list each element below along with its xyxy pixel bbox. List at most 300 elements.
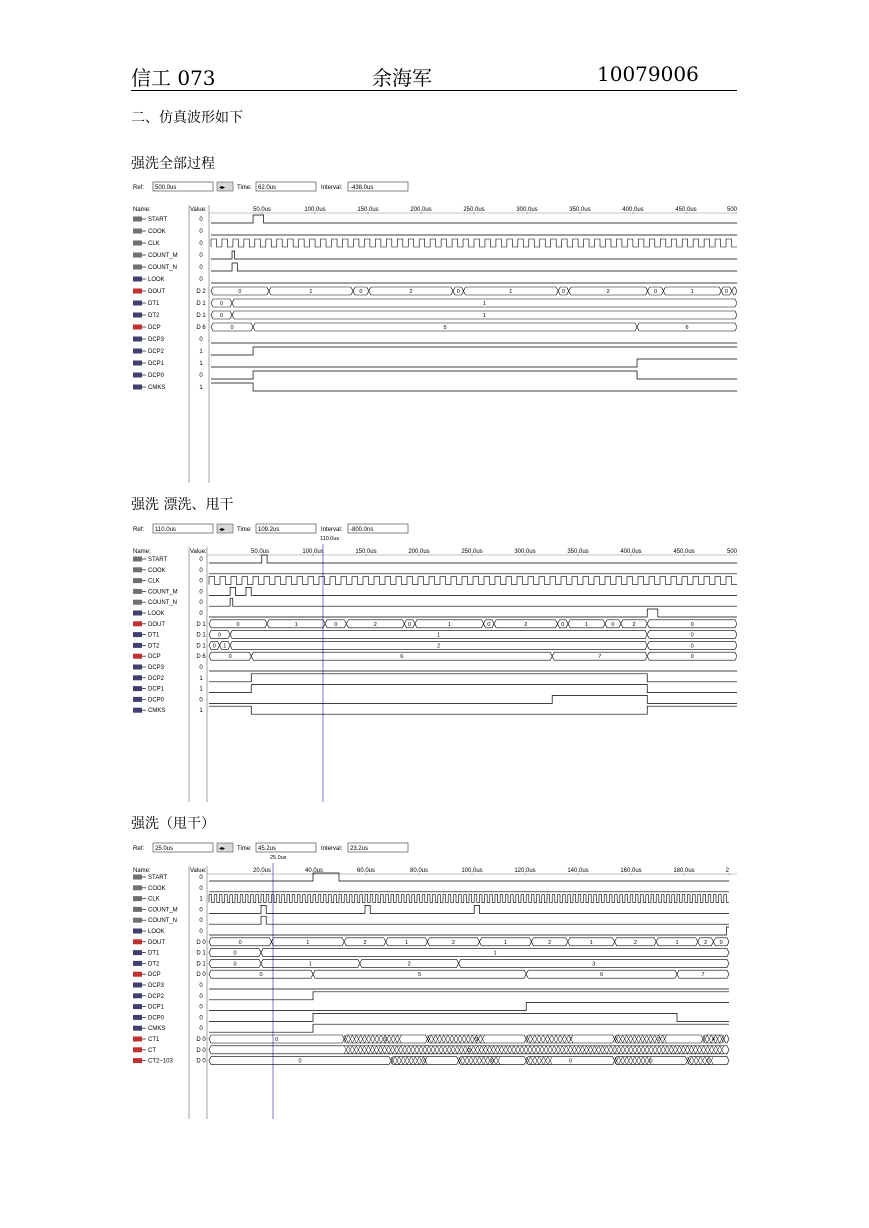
bus-value: 0 xyxy=(423,1058,427,1065)
output-pin-icon xyxy=(133,1026,142,1031)
waveform-look xyxy=(209,927,729,935)
output-pin-icon xyxy=(133,361,142,366)
input-pin-icon xyxy=(133,885,142,890)
signal-value-start: 0 xyxy=(199,557,203,563)
time-tick-label: 200.0us xyxy=(408,549,430,555)
ref-label: Ref: xyxy=(133,527,145,533)
value-column-header: Value: xyxy=(190,549,207,555)
bus-value: 0 xyxy=(359,289,363,295)
signal-name-dcp[interactable]: DCP xyxy=(148,972,161,979)
signal-name-dt2[interactable]: DT2 xyxy=(148,313,160,319)
time-tick-label: 450.0us xyxy=(675,207,697,213)
waveform-dcp1 xyxy=(209,1003,729,1011)
signal-value-start: 0 xyxy=(199,875,203,881)
time-label: Time: xyxy=(237,846,252,852)
waveform-count_m xyxy=(209,587,737,595)
bus-value: 7 xyxy=(568,1037,572,1043)
signal-name-cmks[interactable]: CMKS xyxy=(148,708,166,715)
signal-name-dt2[interactable]: DT2 xyxy=(148,643,160,650)
bus-value: 1 xyxy=(503,939,507,946)
time-tick-label: 450.0us xyxy=(673,549,695,555)
bus-value: 7 xyxy=(598,654,602,661)
signal-value-cmks: 0 xyxy=(199,1026,203,1033)
signal-value-dcp1: 1 xyxy=(199,361,203,367)
waveform-dcp0 xyxy=(209,695,737,703)
signal-name-cook[interactable]: COOK xyxy=(148,567,166,574)
time-tick-label: 250.0us xyxy=(461,549,483,555)
signal-name-start[interactable]: START xyxy=(148,875,168,881)
signal-value-dcp3: 0 xyxy=(199,665,203,671)
waveform-dcp2 xyxy=(211,347,737,355)
signal-name-dcp[interactable]: DCP xyxy=(148,325,161,331)
signal-name-count_m[interactable]: COUNT_M xyxy=(148,907,178,914)
signal-name-dcp0[interactable]: DCP0 xyxy=(148,697,165,704)
signal-name-dt1[interactable]: DT1 xyxy=(148,301,160,307)
signal-name-clk[interactable]: CLK xyxy=(148,578,160,585)
ref-value: 500.0us xyxy=(155,185,177,191)
output-pin-icon xyxy=(133,385,142,390)
time-value: 45.2us xyxy=(258,846,277,852)
bus-transition-hatch xyxy=(344,1046,724,1054)
bus-value: 0 xyxy=(690,643,694,650)
waveform-viewer-1 xyxy=(131,180,737,483)
waveform-panel-3 xyxy=(131,841,737,1123)
signal-name-dcp3[interactable]: DCP3 xyxy=(148,665,165,671)
bus-value: 2 xyxy=(407,961,411,968)
interval-value: -438.0us xyxy=(350,185,374,191)
input-pin-icon xyxy=(133,578,142,583)
signal-name-dout[interactable]: DOUT xyxy=(148,939,165,946)
input-pin-icon xyxy=(133,875,142,880)
signal-name-dout[interactable]: DOUT xyxy=(148,621,165,628)
bus-output-icon xyxy=(133,1037,142,1042)
signal-value-dcp1: 1 xyxy=(199,686,203,693)
bus-value: 0 xyxy=(275,1037,279,1043)
signal-value-dcp0: 0 xyxy=(199,373,203,379)
output-pin-icon xyxy=(133,349,142,354)
output-pin-icon xyxy=(133,1015,142,1020)
output-pin-icon xyxy=(133,611,142,616)
time-value: 62.0us xyxy=(258,185,277,191)
ref-label: Ref: xyxy=(133,185,145,191)
signal-value-dcp: D 6 xyxy=(196,654,206,661)
bus-value: 2 xyxy=(409,289,413,295)
bus-transition-hatch xyxy=(526,1035,573,1043)
bus-buried-icon xyxy=(133,301,142,306)
time-tick-label: 500 xyxy=(726,549,737,555)
time-tick-label: 150.0us xyxy=(357,207,379,213)
value-column-header: Value: xyxy=(190,207,207,213)
bus-value: 5 xyxy=(418,972,422,979)
signal-value-count_n: 0 xyxy=(199,265,203,271)
time-label: Time: xyxy=(237,185,252,191)
output-pin-icon xyxy=(133,373,142,378)
signal-name-dcp0[interactable]: DCP0 xyxy=(148,1015,165,1022)
ref-label: Ref: xyxy=(133,846,145,852)
signal-name-dcp1[interactable]: DCP1 xyxy=(148,361,165,367)
signal-name-dcp3[interactable]: DCP3 xyxy=(148,983,165,989)
signal-value-dout: D 2 xyxy=(196,289,206,295)
bus-value: 0 xyxy=(218,632,222,639)
bus-value: 0 xyxy=(238,289,242,295)
input-pin-icon xyxy=(133,918,142,923)
bus-value: 9 xyxy=(475,1037,479,1043)
bus-value: 7 xyxy=(657,1037,661,1043)
bus-transition-hatch xyxy=(459,1057,501,1065)
output-pin-icon xyxy=(133,277,142,282)
ref-value: 25.0us xyxy=(155,846,174,852)
bus-buried-icon xyxy=(133,961,142,966)
waveform-look xyxy=(209,609,737,617)
panel-3-title: 强洗（甩干） xyxy=(131,816,215,832)
time-tick-label: 20.0us xyxy=(252,868,272,874)
signal-value-dt1: D 1 xyxy=(196,632,206,639)
bus-value: 0 xyxy=(719,939,723,946)
signal-name-clk[interactable]: CLK xyxy=(148,241,160,247)
time-tick-label: 300.0us xyxy=(514,549,536,555)
time-value: 109.2us xyxy=(258,527,280,533)
time-tick-label: 350.0us xyxy=(569,207,591,213)
bus-value: 1 xyxy=(589,939,593,946)
bus-value: 0 xyxy=(334,621,338,628)
bus-value: 0 xyxy=(236,621,240,628)
bus-value: 2 xyxy=(437,643,441,650)
bus-value: 2 xyxy=(632,621,636,628)
bus-buried-icon xyxy=(133,950,142,955)
signal-value-dcp2: 0 xyxy=(199,993,203,1000)
signal-value-cmks: 1 xyxy=(199,385,203,391)
waveform-cmks xyxy=(209,706,737,714)
input-pin-icon xyxy=(133,567,142,572)
signal-name-dcp0[interactable]: DCP0 xyxy=(148,373,165,379)
signal-name-dcp2[interactable]: DCP2 xyxy=(148,349,165,355)
input-pin-icon xyxy=(133,229,142,234)
signal-name-ct2~103[interactable]: CT2~103 xyxy=(148,1058,173,1065)
signal-value-ct2~103: D 0 xyxy=(196,1058,206,1065)
bus-value: 8 xyxy=(490,1058,494,1065)
signal-name-count_n[interactable]: COUNT_N xyxy=(148,918,178,925)
bus-value: 1 xyxy=(690,289,694,295)
signal-value-dcp: D 6 xyxy=(196,325,206,331)
signal-value-count_n: 0 xyxy=(199,600,203,607)
signal-value-cook: 0 xyxy=(199,229,203,235)
bus-buried-icon xyxy=(133,643,142,648)
time-tick-label: 40.0us xyxy=(304,868,324,874)
time-tick-label: 100.0us xyxy=(461,868,483,874)
signal-name-count_m[interactable]: COUNT_M xyxy=(148,253,178,259)
signal-name-cook[interactable]: COOK xyxy=(148,229,166,235)
bus-segment xyxy=(724,1035,729,1043)
input-pin-icon xyxy=(133,896,142,901)
bus-value: 0 xyxy=(238,939,242,946)
waveform-start xyxy=(211,215,737,223)
output-pin-icon xyxy=(133,1004,142,1009)
interval-label: Interval: xyxy=(321,527,343,533)
signal-name-clk[interactable]: CLK xyxy=(148,896,160,903)
input-pin-icon xyxy=(133,241,142,246)
bus-value: 1 xyxy=(509,289,513,295)
bus-value: 1 xyxy=(306,939,310,946)
bus-value: 0 xyxy=(649,1058,653,1065)
bus-output-icon xyxy=(133,654,142,659)
interval-label: Interval: xyxy=(321,185,343,191)
bus-value: 0 xyxy=(611,621,615,628)
signal-name-dt2[interactable]: DT2 xyxy=(148,961,160,968)
input-pin-icon xyxy=(133,217,142,222)
signal-value-dcp1: 0 xyxy=(199,1004,203,1011)
bus-value: 2 xyxy=(606,289,610,295)
bus-value: 6 xyxy=(685,325,689,331)
output-pin-icon xyxy=(133,686,142,691)
signal-value-dcp3: 0 xyxy=(199,337,203,343)
bus-output-icon xyxy=(133,325,142,330)
signal-value-look: 0 xyxy=(199,611,203,617)
bus-value: 6 xyxy=(600,972,604,979)
output-pin-icon xyxy=(133,929,142,934)
waveform-viewer-2 xyxy=(131,522,737,802)
name-column-header: Name: xyxy=(133,868,151,874)
signal-name-look[interactable]: LOOK xyxy=(148,277,165,283)
output-pin-icon xyxy=(133,697,142,702)
interval-label: Interval: xyxy=(321,846,343,852)
clk-waveform xyxy=(209,895,729,903)
time-tick-label: 350.0us xyxy=(567,549,589,555)
signal-name-dcp2[interactable]: DCP2 xyxy=(148,993,165,1000)
bus-value: 0 xyxy=(456,289,460,295)
waveform-dcp2 xyxy=(209,992,729,1000)
bus-output-icon xyxy=(133,289,142,294)
bus-value: 0 xyxy=(690,632,694,639)
signal-value-dt1: D 1 xyxy=(196,950,206,957)
bus-value: 0 xyxy=(219,301,224,307)
bus-transition-hatch xyxy=(526,1057,552,1065)
bus-output-icon xyxy=(133,972,142,977)
header-class: 信工 073 xyxy=(131,66,216,90)
bus-value: 1 xyxy=(223,643,227,650)
signal-name-count_m[interactable]: COUNT_M xyxy=(148,589,178,596)
bus-value: 0 xyxy=(690,621,694,628)
signal-value-dcp2: 1 xyxy=(199,675,203,682)
output-pin-icon xyxy=(133,708,142,713)
signal-name-look[interactable]: LOOK xyxy=(148,929,165,935)
signal-name-count_n[interactable]: COUNT_N xyxy=(148,265,178,271)
bus-value: 0 xyxy=(230,325,234,331)
interval-value: -800.0ns xyxy=(350,527,374,533)
signal-value-dt2: D 1 xyxy=(196,643,206,650)
time-label: Time: xyxy=(237,527,252,533)
waveform-panel-2 xyxy=(131,522,737,806)
time-tick-label: 150.0us xyxy=(355,549,377,555)
bus-value: 0 xyxy=(259,972,263,979)
ref-value: 110.0us xyxy=(155,527,176,533)
bus-value: 4 xyxy=(711,1037,715,1043)
input-pin-icon xyxy=(133,557,142,562)
panel-1-title: 强洗全部过程 xyxy=(131,156,215,172)
input-pin-icon xyxy=(133,589,142,594)
signal-name-cmks[interactable]: CMKS xyxy=(148,1026,166,1033)
bus-value: 2 xyxy=(704,939,708,946)
bus-value: 1 xyxy=(308,961,312,968)
signal-value-clk: 0 xyxy=(199,241,203,247)
signal-name-start[interactable]: START xyxy=(148,217,168,223)
bus-value: 1 xyxy=(493,950,497,957)
header-student-id: 10079006 xyxy=(597,62,699,86)
signal-name-start[interactable]: START xyxy=(148,557,168,563)
bus-value: 0 xyxy=(212,643,216,650)
bus-value: 2 xyxy=(548,939,552,946)
header-student-name: 余海军 xyxy=(372,66,432,90)
output-pin-icon xyxy=(133,665,142,670)
input-pin-icon xyxy=(133,265,142,270)
waveform-cmks xyxy=(209,1024,729,1032)
bus-value: 1 xyxy=(482,301,487,307)
header-rule xyxy=(131,90,737,91)
signal-value-clk: 0 xyxy=(199,578,203,585)
signal-name-dcp1[interactable]: DCP1 xyxy=(148,686,165,693)
signal-value-look: 0 xyxy=(199,929,203,935)
bus-segment xyxy=(732,287,737,295)
waveform-count_m xyxy=(209,905,729,913)
bus-output-icon xyxy=(133,1058,142,1063)
clk-waveform xyxy=(211,239,737,247)
input-pin-icon xyxy=(133,253,142,258)
signal-name-look[interactable]: LOOK xyxy=(148,611,165,617)
signal-value-dcp0: 0 xyxy=(199,1015,203,1022)
waveform-dcp0 xyxy=(209,1013,729,1021)
signal-value-dcp2: 1 xyxy=(199,349,203,355)
bus-value: 9 xyxy=(384,1037,388,1043)
time-tick-label: 50.0us xyxy=(252,207,272,213)
waveform-start xyxy=(209,555,737,563)
bus-value: 1 xyxy=(437,632,441,639)
time-tick-label: 250.0us xyxy=(463,207,485,213)
intro-heading: 二、仿真波形如下 xyxy=(131,110,243,126)
time-tick-label: 100.0us xyxy=(302,549,324,555)
bus-output-icon xyxy=(133,1047,142,1052)
bus-value: 2 xyxy=(633,939,637,946)
signal-value-dout: D 0 xyxy=(196,939,206,946)
name-column-header: Name: xyxy=(133,549,151,555)
signal-name-cmks[interactable]: CMKS xyxy=(148,385,166,391)
bus-value: 1 xyxy=(584,621,589,628)
bus-value: 2 xyxy=(524,621,528,628)
signal-value-clk: 1 xyxy=(199,896,203,903)
bus-transition-hatch xyxy=(391,1057,427,1065)
signal-value-start: 0 xyxy=(199,217,203,223)
signal-name-dout[interactable]: DOUT xyxy=(148,289,165,295)
bus-value: 1 xyxy=(294,621,298,628)
signal-value-cook: 0 xyxy=(199,567,203,574)
time-tick-label: 400.0us xyxy=(622,207,644,213)
bus-transition-hatch xyxy=(615,1057,651,1065)
bus-value: 0 xyxy=(690,654,694,661)
time-tick-label: 80.0us xyxy=(409,868,429,874)
interval-value: 23.2us xyxy=(350,846,369,852)
signal-value-dt2: D 1 xyxy=(196,961,206,968)
bus-value: 2 xyxy=(451,939,455,946)
bus-value: 0 xyxy=(233,961,237,968)
bus-value: 0 xyxy=(298,1058,302,1065)
time-bar-label: 25.0us xyxy=(270,855,287,861)
signal-name-dt1[interactable]: DT1 xyxy=(148,950,160,957)
bus-value: 0 xyxy=(724,289,729,295)
nav-arrows-icon: ◂▸ xyxy=(219,185,226,191)
waveform-count_n xyxy=(209,916,729,924)
signal-value-dcp: D 0 xyxy=(196,972,206,979)
bus-value: 1 xyxy=(309,289,313,295)
bus-value: 0 xyxy=(228,654,232,661)
signal-name-dcp[interactable]: DCP xyxy=(148,654,161,661)
signal-value-dout: D 1 xyxy=(196,621,206,628)
signal-name-ct1[interactable]: CT1 xyxy=(148,1037,160,1043)
time-tick-label: 400.0us xyxy=(620,549,642,555)
bus-value: 0 xyxy=(487,621,491,628)
bus-transition-hatch xyxy=(344,1035,401,1043)
signal-name-cook[interactable]: COOK xyxy=(148,885,166,892)
waveform-count_m xyxy=(211,251,737,259)
time-tick-label: 50.0us xyxy=(250,549,270,555)
waveform-dcp2 xyxy=(209,674,737,682)
time-tick-label: 2 xyxy=(725,868,729,874)
waveform-panel-1 xyxy=(131,180,737,487)
waveform-count_n xyxy=(209,598,737,606)
signal-name-ct[interactable]: CT xyxy=(148,1047,156,1054)
value-column-header: Value: xyxy=(190,868,207,874)
bus-value: 0 xyxy=(561,289,565,295)
bus-value: 0 xyxy=(568,1058,572,1065)
bus-value: 7 xyxy=(701,972,705,979)
nav-arrows-icon: ◂▸ xyxy=(219,527,226,533)
bus-buried-icon xyxy=(133,313,142,318)
time-tick-label: 180.0us xyxy=(673,868,695,874)
bus-buried-icon xyxy=(133,632,142,637)
signal-value-cook: 0 xyxy=(199,885,203,892)
name-column-header: Name: xyxy=(133,207,151,213)
time-tick-label: 140.0us xyxy=(567,868,589,874)
bus-value: 1 xyxy=(405,939,409,946)
signal-name-dcp3[interactable]: DCP3 xyxy=(148,337,165,343)
nav-arrows-icon: ◂▸ xyxy=(219,846,226,852)
input-pin-icon xyxy=(133,600,142,605)
bus-value: 2 xyxy=(363,939,367,946)
time-tick-label: 60.0us xyxy=(356,868,376,874)
bus-value: 0 xyxy=(233,950,237,957)
time-tick-label: 200.0us xyxy=(410,207,432,213)
bus-value: 3 xyxy=(592,961,596,968)
signal-value-dcp0: 0 xyxy=(199,697,203,704)
clk-waveform xyxy=(209,577,737,585)
signal-name-dcp2[interactable]: DCP2 xyxy=(148,675,165,682)
signal-name-count_n[interactable]: COUNT_N xyxy=(148,600,178,607)
signal-value-count_m: 0 xyxy=(199,907,203,914)
waveform-dcp1 xyxy=(211,359,737,367)
signal-name-dt1[interactable]: DT1 xyxy=(148,632,160,639)
signal-value-dt2: D 1 xyxy=(196,313,206,319)
signal-value-count_m: 0 xyxy=(199,589,203,596)
bus-value: 1 xyxy=(675,939,679,946)
output-pin-icon xyxy=(133,337,142,342)
bus-value: 1 xyxy=(482,313,487,319)
waveform-count_n xyxy=(211,263,737,271)
signal-value-look: 0 xyxy=(199,277,203,283)
bus-value: 0 xyxy=(561,621,565,628)
bus-output-icon xyxy=(133,621,142,626)
signal-name-dcp1[interactable]: DCP1 xyxy=(148,1004,165,1011)
signal-value-dt1: D 1 xyxy=(196,301,206,307)
time-tick-label: 500 xyxy=(726,207,737,213)
waveform-dcp0 xyxy=(211,371,737,379)
signal-value-dcp3: 0 xyxy=(199,983,203,989)
